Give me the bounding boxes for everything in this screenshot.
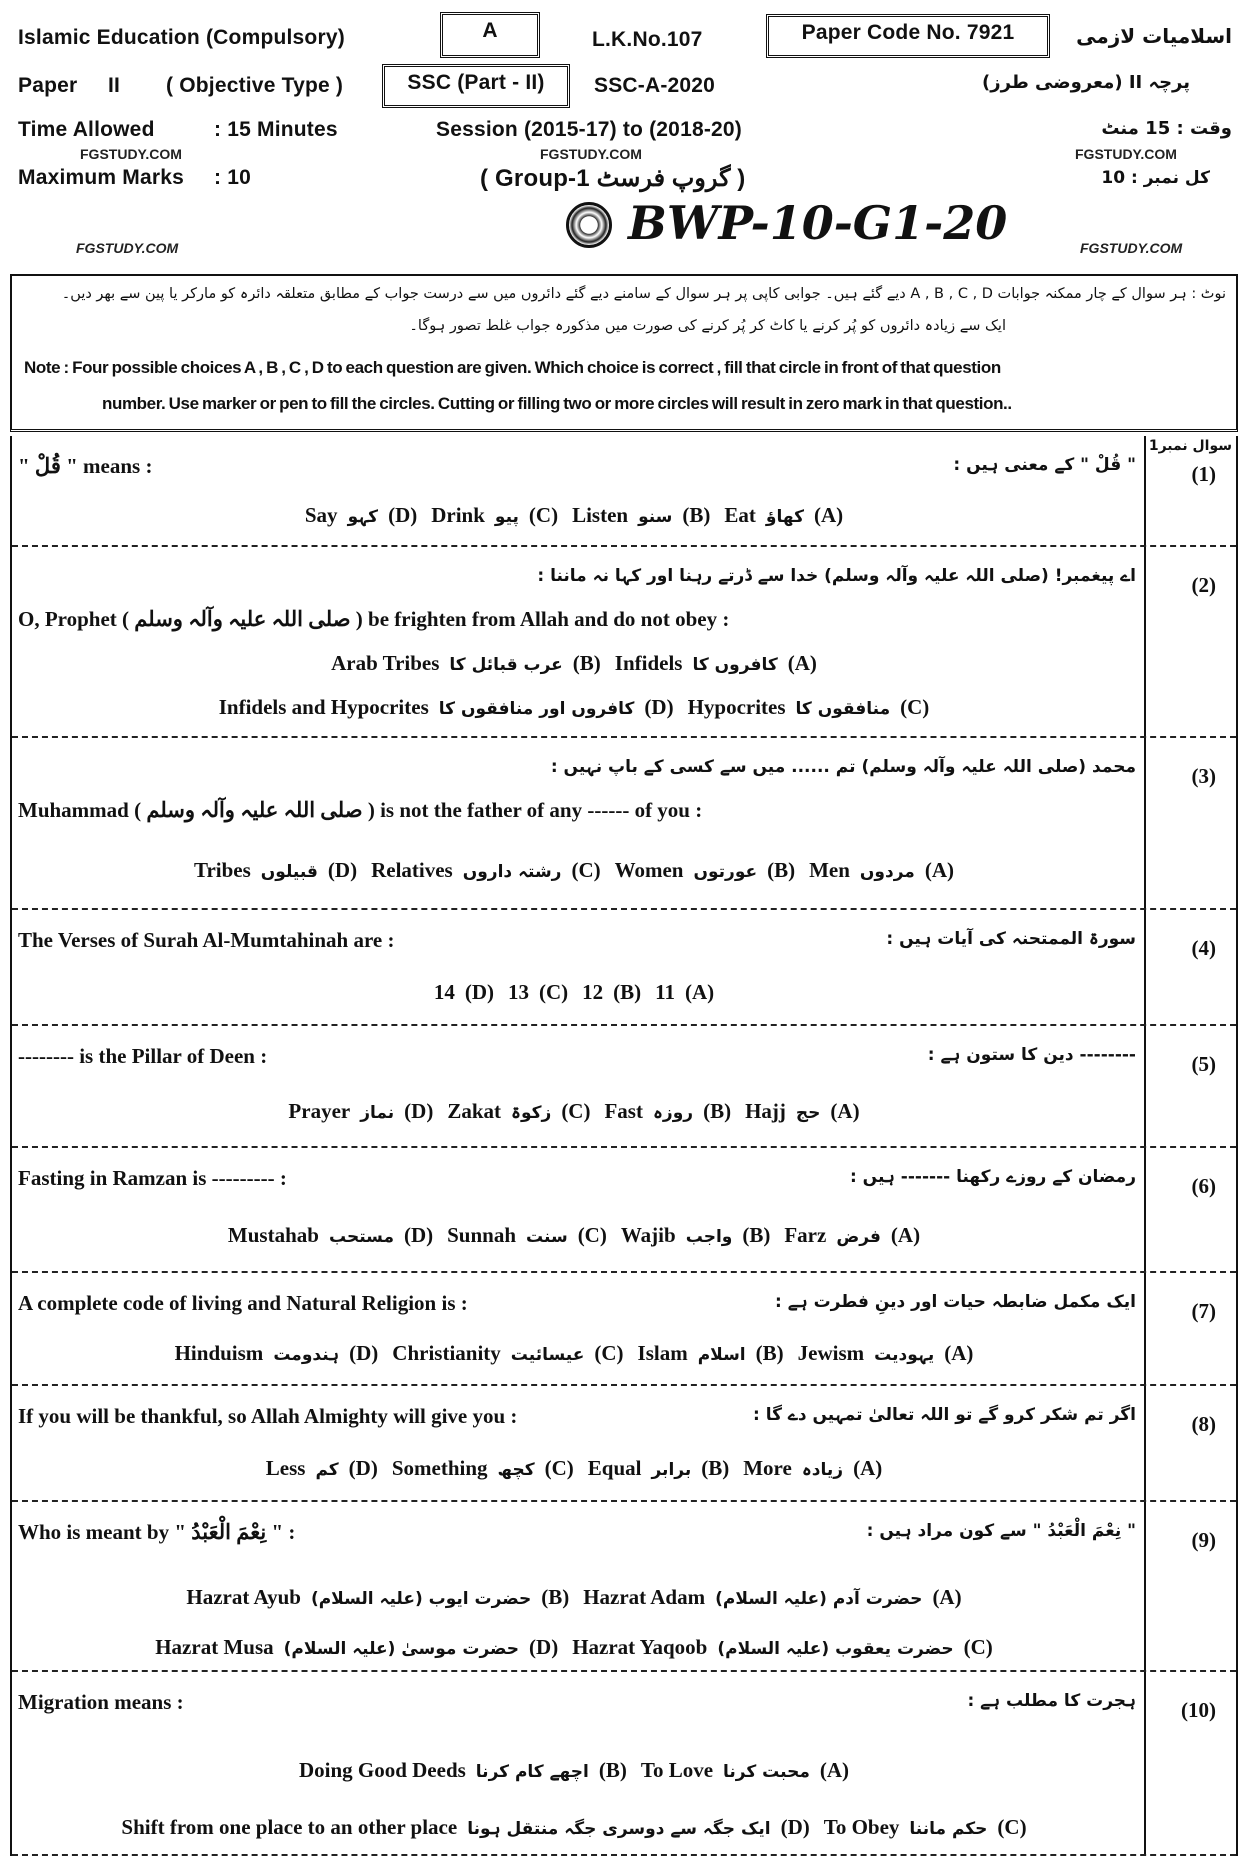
option-english: Hinduism — [174, 1341, 264, 1365]
option-letter: (B) — [703, 1099, 732, 1123]
option-d — [155, 1635, 558, 1660]
watermark: FGSTUDY.COM — [540, 146, 642, 162]
option-urdu: ہندومت — [273, 1345, 340, 1365]
option-c — [392, 1456, 574, 1481]
question-urdu: رمضان کے روزے رکھنا ------- ہیں : — [849, 1167, 1136, 1187]
time-value: : 15 Minutes — [214, 118, 338, 141]
max-marks-value: : 10 — [214, 166, 251, 189]
question-number: (8) — [1191, 1412, 1216, 1436]
option-b — [604, 1099, 731, 1124]
question-english: Fasting in Ramzan is --------- : — [18, 1166, 287, 1190]
option-english: Hazrat Ayub — [186, 1585, 301, 1609]
question-number-column — [1144, 738, 1236, 908]
question-english: Who is meant by " نِعْمَ الْعَبْدُ " : — [18, 1520, 296, 1544]
options-line — [12, 1341, 1136, 1366]
question-urdu: سورۃ الممتحنہ کی آیات ہیں : — [886, 929, 1136, 949]
question-urdu: " نِعْمَ الْعَبْدُ " سے کون مراد ہیں : — [866, 1521, 1136, 1541]
question-english: O, Prophet ( صلی اللہ علیہ وآلہ وسلم ) be frighten from Allah and do not obey : — [18, 607, 730, 631]
option-english: Hypocrites — [687, 695, 786, 719]
question-row — [12, 1672, 1236, 1856]
option-letter: (A) — [830, 1099, 860, 1123]
option-english: Hazrat Adam — [583, 1585, 706, 1609]
option-letter: (A) — [685, 980, 715, 1004]
option-letter: (D) — [349, 1341, 379, 1365]
option-urdu: واجب — [685, 1227, 733, 1247]
option-english: Relatives — [371, 858, 453, 882]
watermark: FGSTUDY.COM — [1080, 240, 1183, 256]
option-english: Prayer — [288, 1099, 351, 1123]
note-urdu-2: ایک سے زیادہ دائروں کو پُر کرنے یا کاٹ کر پُر کرنے کی صورت میں مذکورہ جواب غلط تصور ہوگا۔ — [409, 318, 1006, 334]
option-urdu: منافقوں کا — [795, 699, 891, 719]
option-english: Zakat — [447, 1099, 502, 1123]
question-number: (4) — [1191, 936, 1216, 960]
paper-label: Paper — [18, 74, 78, 97]
option-letter: (D) — [644, 695, 674, 719]
option-english: Sunnah — [447, 1223, 517, 1247]
question-english: The Verses of Surah Al-Mumtahinah are : — [18, 928, 395, 952]
option-letter: (C) — [561, 1099, 591, 1123]
question-urdu: اگر تم شکر کرو گے تو اللہ تعالیٰ تمہیں دے گا : — [753, 1405, 1136, 1425]
option-c — [371, 858, 601, 883]
option-b — [615, 858, 795, 883]
question-number: (9) — [1191, 1528, 1216, 1552]
option-urdu: عرب قبائل کا — [449, 655, 563, 675]
question-row — [12, 1273, 1236, 1386]
option-urdu: سنو — [638, 507, 673, 527]
question-number-column — [1144, 1672, 1236, 1854]
option-english: Something — [391, 1456, 488, 1480]
question-english: -------- is the Pillar of Deen : — [18, 1044, 268, 1068]
option-english: 14 — [433, 980, 455, 1004]
option-letter: (B) — [767, 858, 796, 882]
question-row — [12, 910, 1236, 1026]
option-urdu: فرض — [836, 1227, 881, 1247]
option-urdu: روزہ — [652, 1103, 694, 1123]
option-english: Doing Good Deeds — [298, 1758, 466, 1782]
option-english: 13 — [508, 980, 529, 1004]
option-d — [305, 503, 417, 528]
option-urdu: عورتوں — [693, 862, 758, 882]
option-a — [743, 1456, 882, 1481]
paper-code-box: Paper Code No. 7921 — [766, 14, 1050, 58]
option-letter: (B) — [742, 1223, 771, 1247]
option-urdu: کھاؤ — [765, 507, 804, 527]
option-b — [638, 1341, 784, 1366]
watermark: FGSTUDY.COM — [80, 146, 182, 162]
session: Session (2015-17) to (2018-20) — [436, 118, 742, 141]
watermark: FGSTUDY.COM — [1075, 146, 1177, 162]
question-number: (7) — [1191, 1299, 1216, 1323]
option-english: Shift from one place to an other place — [121, 1815, 458, 1839]
paper-number: II — [108, 74, 121, 97]
option-english: Women — [614, 858, 684, 882]
option-letter: (A) — [853, 1456, 883, 1480]
option-english: Men — [809, 858, 850, 882]
option-letter: (B) — [755, 1341, 784, 1365]
question-number: (10) — [1181, 1698, 1216, 1722]
option-d — [121, 1815, 809, 1840]
question-row — [12, 1386, 1236, 1502]
option-d — [434, 980, 494, 1005]
options-line — [12, 980, 1136, 1005]
option-english: Hajj — [745, 1099, 786, 1123]
option-d — [194, 858, 357, 883]
option-urdu: پیو — [494, 507, 519, 527]
question-row — [12, 547, 1236, 738]
question-text — [18, 565, 1136, 639]
option-english: To Love — [640, 1758, 714, 1782]
option-letter: (B) — [541, 1585, 570, 1609]
options-line — [12, 651, 1136, 676]
option-letter: (C) — [577, 1223, 607, 1247]
options-line — [12, 1585, 1136, 1610]
question-number-column — [1144, 1502, 1236, 1670]
option-letter: (C) — [997, 1815, 1027, 1839]
subject-title-urdu: اسلامیات لازمی — [1076, 24, 1232, 48]
option-urdu: محبت کرنا — [723, 1762, 810, 1782]
option-letter: (C) — [963, 1635, 993, 1659]
option-c — [447, 1099, 590, 1124]
option-letter: (D) — [404, 1099, 434, 1123]
question-number-column — [1144, 1273, 1236, 1384]
question-english: If you will be thankful, so Allah Almighty will give you : — [18, 1404, 518, 1428]
option-urdu: زکوۃ — [511, 1103, 552, 1123]
option-letter: (B) — [572, 651, 601, 675]
option-letter: (D) — [464, 980, 494, 1004]
question-number: (6) — [1191, 1174, 1216, 1198]
option-english: Drink — [431, 503, 485, 527]
option-c — [447, 1223, 607, 1248]
option-urdu: یہودیت — [874, 1345, 935, 1365]
option-english: Hazrat Musa — [155, 1635, 274, 1659]
option-b — [621, 1223, 771, 1248]
option-a — [724, 503, 843, 528]
paper-urdu: پرچہ II (معروضی طرز) — [982, 72, 1190, 93]
option-english: Farz — [784, 1223, 827, 1247]
question-text — [18, 756, 1136, 830]
option-letter: (B) — [701, 1456, 730, 1480]
question-urdu: -------- دین کا ستون ہے : — [927, 1045, 1136, 1065]
question-urdu: " قُلْ " کے معنی ہیں : — [953, 455, 1136, 475]
options-line — [12, 503, 1136, 528]
option-urdu: حکم ماننا — [909, 1819, 988, 1839]
option-d — [266, 1456, 378, 1481]
option-english: Arab Tribes — [331, 651, 440, 675]
option-a — [583, 1585, 961, 1610]
option-letter: (C) — [571, 858, 601, 882]
lk-number: L.K.No.107 — [592, 28, 703, 51]
option-english: 12 — [582, 980, 604, 1004]
option-a — [784, 1223, 920, 1248]
question-text — [18, 1404, 1136, 1434]
option-letter: (D) — [529, 1635, 559, 1659]
class-box: SSC (Part - II) — [382, 64, 570, 108]
group-label: ( Group-1 گروپ فرسٹ ) — [480, 165, 746, 192]
option-d — [219, 695, 674, 720]
option-english: Infidels — [614, 651, 683, 675]
option-english: Mustahab — [227, 1223, 319, 1247]
option-c — [688, 695, 930, 720]
option-b — [331, 651, 601, 676]
option-urdu: کافروں کا — [692, 655, 778, 675]
option-urdu: سنت — [526, 1227, 568, 1247]
option-letter: (A) — [932, 1585, 962, 1609]
question-row — [12, 1502, 1236, 1672]
option-letter: (D) — [403, 1223, 434, 1247]
question-urdu: اے پیغمبر! (صلی اللہ علیہ وآلہ وسلم) خدا سے ڈرتے رہنا اور کہا نہ ماننا : — [537, 566, 1136, 586]
option-urdu: (علیہ السلام) حضرت آدم — [715, 1589, 923, 1609]
option-letter: (A) — [819, 1758, 850, 1782]
board-seal-logo — [566, 202, 612, 248]
option-urdu: ایک جگہ سے دوسری جگہ منتقل ہونا — [467, 1819, 771, 1839]
question-row — [12, 436, 1236, 547]
option-urdu: عیسائیت — [510, 1345, 585, 1365]
option-letter: (C) — [528, 503, 559, 527]
question-row — [12, 1026, 1236, 1148]
option-english: Tribes — [194, 858, 251, 882]
option-urdu: اسلام — [697, 1345, 746, 1365]
option-urdu: کم — [315, 1460, 339, 1480]
question-number-column — [1144, 436, 1236, 545]
paper-type: ( Objective Type ) — [166, 74, 344, 97]
option-english: Islam — [637, 1341, 688, 1365]
option-b — [299, 1758, 627, 1783]
option-urdu: زیادہ — [801, 1460, 844, 1480]
instructions-box — [10, 274, 1238, 432]
option-a — [641, 1758, 849, 1783]
option-english: Fast — [604, 1099, 643, 1123]
option-english: Wajib — [620, 1223, 676, 1247]
option-letter: (A) — [944, 1341, 974, 1365]
option-urdu: کہو — [347, 507, 379, 527]
option-a — [809, 858, 954, 883]
question-number-column — [1144, 1148, 1236, 1271]
watermark: FGSTUDY.COM — [76, 240, 179, 256]
option-letter: (B) — [613, 980, 642, 1004]
question-row — [12, 1148, 1236, 1273]
option-english: 11 — [655, 980, 675, 1004]
question-heading-urdu: سوال نمبر1 — [1148, 438, 1232, 454]
option-a — [655, 980, 714, 1005]
question-english: Muhammad ( صلی اللہ علیہ وآلہ وسلم ) is not the father of any ------ of you : — [18, 798, 703, 822]
option-letter: (B) — [598, 1758, 627, 1782]
option-letter: (C) — [544, 1456, 574, 1480]
option-urdu: (علیہ السلام) حضرت موسیٰ — [283, 1639, 520, 1659]
questions-section — [10, 436, 1238, 1856]
option-urdu: رشتہ داروں — [462, 862, 562, 882]
question-number: (2) — [1191, 573, 1216, 597]
option-english: Christianity — [392, 1341, 501, 1365]
option-a — [615, 651, 817, 676]
max-marks-label: Maximum Marks — [18, 166, 184, 189]
option-urdu: کافروں اور منافقوں کا — [438, 699, 635, 719]
option-urdu: برابر — [651, 1460, 692, 1480]
option-letter: (A) — [890, 1223, 921, 1247]
option-english: Eat — [724, 503, 756, 527]
option-b — [572, 503, 710, 528]
options-line — [12, 695, 1136, 720]
option-english: Say — [304, 503, 338, 527]
handwritten-code: BWP-10-G1-20 — [628, 196, 1008, 250]
option-letter: (A) — [924, 858, 954, 882]
option-urdu: حج — [795, 1103, 821, 1123]
option-english: Listen — [572, 503, 629, 527]
option-d — [228, 1223, 433, 1248]
option-letter: (C) — [900, 695, 930, 719]
question-text — [18, 1166, 1136, 1196]
option-a — [745, 1099, 860, 1124]
question-number-column — [1144, 1386, 1236, 1500]
question-number: (1) — [1191, 462, 1216, 486]
options-line — [12, 1635, 1136, 1660]
option-urdu: قبیلوں — [260, 862, 318, 882]
question-row — [12, 738, 1236, 910]
marks-urdu: کل نمبر : 10 — [1101, 168, 1210, 188]
question-english: Migration means : — [18, 1690, 184, 1714]
option-d — [175, 1341, 379, 1366]
option-urdu: (علیہ السلام) حضرت یعقوب — [717, 1639, 954, 1659]
option-english: Hazrat Yaqoob — [572, 1635, 708, 1659]
option-letter: (D) — [327, 858, 358, 882]
options-line — [12, 1815, 1136, 1840]
time-urdu: وقت : 15 منٹ — [1101, 118, 1232, 139]
options-line — [12, 1456, 1136, 1481]
option-c — [392, 1341, 623, 1366]
question-urdu: ہجرت کا مطلب ہے : — [967, 1691, 1136, 1711]
time-label: Time Allowed — [18, 118, 155, 141]
option-letter: (C) — [594, 1341, 624, 1365]
question-text — [18, 1044, 1136, 1074]
option-letter: (D) — [388, 503, 418, 527]
question-text — [18, 454, 1136, 484]
option-letter: (D) — [780, 1815, 810, 1839]
option-c — [572, 1635, 993, 1660]
note-urdu-1: نوٹ : ہر سوال کے چار ممکنہ جوابات A , B , C , D دیے گئے ہیں۔ جوابی کاپی پر ہر سوال کے سامنے دیے گئے دائروں میں سے درست جواب کے مطابق متعلقہ دائرہ کو مارکر یا پین سے بھر دیں۔ — [61, 286, 1226, 302]
question-english: " قُلْ " means : — [18, 454, 153, 478]
option-english: Jewism — [797, 1341, 865, 1365]
option-urdu: مردوں — [859, 862, 915, 882]
note-english-2: number. Use marker or pen to fill the circles. Cutting or filling two or more circles will result in zero mark in that question.. — [102, 394, 1012, 413]
option-c — [824, 1815, 1027, 1840]
option-urdu: اچھے کام کرنا — [475, 1762, 589, 1782]
question-urdu: ایک مکمل ضابطہ حیات اور دینِ فطرت ہے : — [775, 1292, 1136, 1312]
options-line — [12, 1223, 1136, 1248]
version-box: A — [440, 12, 540, 58]
option-b — [588, 1456, 729, 1481]
option-urdu: مستحب — [328, 1227, 394, 1247]
option-d — [288, 1099, 433, 1124]
question-number: (5) — [1191, 1052, 1216, 1076]
option-letter: (C) — [539, 980, 569, 1004]
question-number: (3) — [1191, 764, 1216, 788]
question-english: A complete code of living and Natural Religion is : — [18, 1291, 468, 1315]
options-line — [12, 858, 1136, 883]
question-number-column — [1144, 1026, 1236, 1146]
option-letter: (A) — [787, 651, 817, 675]
option-english: To Obey — [823, 1815, 900, 1839]
option-b — [582, 980, 641, 1005]
option-a — [798, 1341, 974, 1366]
option-english: Equal — [587, 1456, 642, 1480]
subject-title: Islamic Education (Compulsory) — [18, 26, 345, 49]
question-text — [18, 1520, 1136, 1550]
options-line — [12, 1758, 1136, 1783]
option-urdu: نماز — [360, 1103, 395, 1123]
option-b — [186, 1585, 569, 1610]
question-text — [18, 928, 1136, 958]
question-urdu: محمد (صلی اللہ علیہ وآلہ وسلم) تم ...... میں سے کسی کے باپ نہیں : — [550, 757, 1136, 777]
option-letter: (B) — [682, 503, 711, 527]
note-english-1: Note : Four possible choices A , B , C , D to each question are given. Which choice is correct , fill that circle in front of that question — [24, 358, 1001, 377]
exam-code: SSC-A-2020 — [594, 74, 716, 97]
question-text — [18, 1291, 1136, 1321]
option-letter: (A) — [813, 503, 844, 527]
option-c — [431, 503, 558, 528]
question-text — [18, 1690, 1136, 1720]
options-line — [12, 1099, 1136, 1124]
option-english: Less — [265, 1456, 306, 1480]
question-number-column — [1144, 547, 1236, 736]
option-urdu: کچھ — [497, 1460, 535, 1480]
option-c — [508, 980, 568, 1005]
option-english: Infidels and Hypocrites — [218, 695, 429, 719]
option-english: More — [743, 1456, 792, 1480]
option-letter: (D) — [348, 1456, 378, 1480]
option-urdu: (علیہ السلام) حضرت ایوب — [310, 1589, 532, 1609]
question-number-column — [1144, 910, 1236, 1024]
